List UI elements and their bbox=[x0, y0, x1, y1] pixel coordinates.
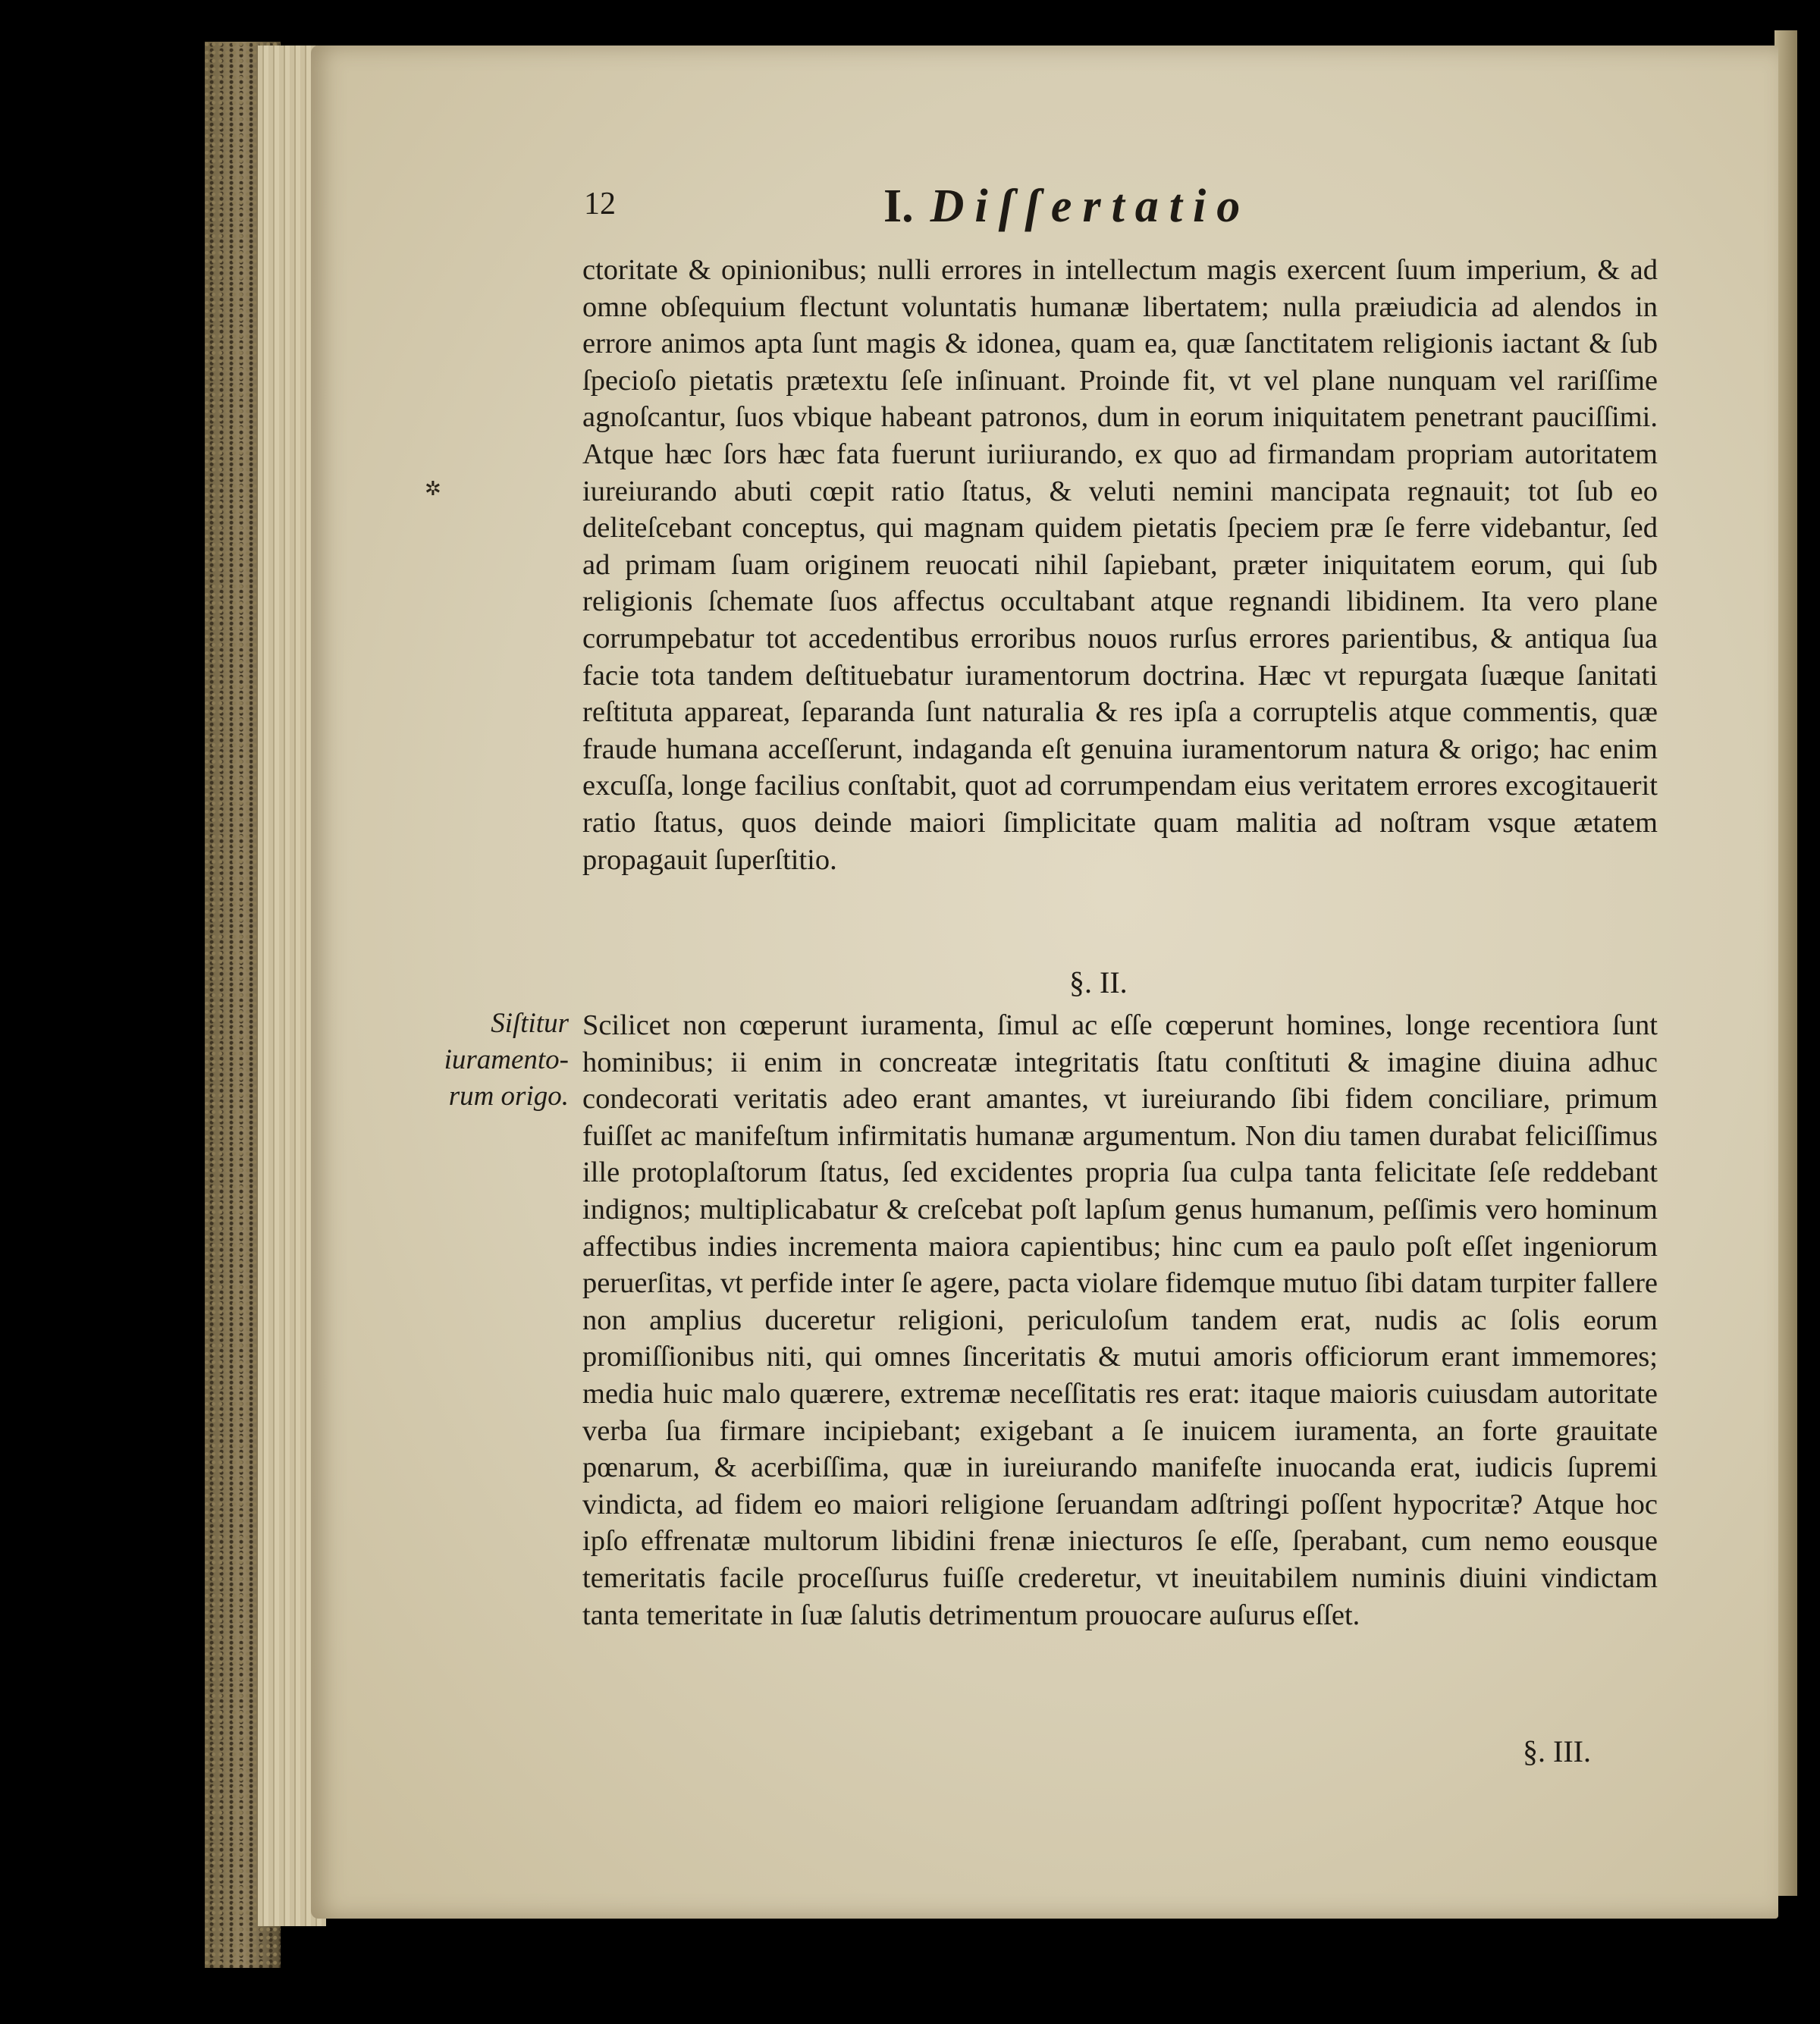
margin-note bbox=[379, 1006, 569, 1115]
section-heading: §. II. bbox=[1069, 965, 1128, 999]
asterisk-mark-icon: ✲ bbox=[425, 478, 441, 500]
catchword: §. III. bbox=[1523, 1734, 1591, 1768]
title-word: Diſſertatio bbox=[930, 180, 1251, 232]
margin-note-line: rum origo. bbox=[448, 1081, 569, 1112]
margin-note-line: iuramento- bbox=[444, 1044, 569, 1075]
margin-note-line: Siſtitur bbox=[491, 1008, 569, 1039]
page-number: 12 bbox=[584, 187, 616, 221]
section-numeral: I. bbox=[883, 180, 914, 232]
running-header bbox=[584, 180, 1342, 239]
running-title bbox=[883, 180, 1250, 234]
paragraph-1: ctoritate & opinionibus; nulli errores in intellectum magis exercent ſuum imperium, & ad omne obſequium flectunt voluntatis humanæ libertatem; nulla præiudicia ad alendos in errore animos apta ſunt magis & idonea, quam ea, quæ ſanctitatem religionis iactant & ſub ſpecioſo pietatis prætextu ſeſe inſinuant. Proinde fit, vt vel plane nunquam vel rariſſime agnoſcantur, ſuos vbique habeant patronos, dum in eorum iniquitatem penetrant pauciſſimi. Atque hæc ſors hæc fata fuerunt iuriiurando, ex quo ad firmandam propriam autoritatem iureiurando abuti cœpit ratio ſtatus, & veluti nemini mancipata regnauit; tot ſub eo deliteſcebant conceptus, qui magnam quidem pietatis ſpeciem præ ſe ferre videbantur, ſed ad primam ſuam originem reuocati nihil ſapiebant, præter iniquitatem eorum, qui ſub religionis ſchemate ſuos affectus occultabant atque regnandi libidinem. Ita vero plane corrumpebatur tot accedentibus erroribus nouos rurſus errores parientibus, & antiqua ſua facie tota tandem deſtituebatur iuramentorum doctrina. Hæc vt repurgata ſuæque ſanitati reſtituta appareat, ſeparanda ſunt naturalia & res ipſa a corruptelis atque commentis, quæ fraude humana acceſſerunt, indaganda eſt genuina iuramentorum natura & origo; hac enim excuſſa, longe facilius conſtabit, quot ad corrumpendam eius veritatem errores excogitauerit ratio ſtatus, quos deinde maiori ſimplicitate quam malitia ad noſtram vsque ætatem propagauit ſuperſtitio. bbox=[582, 254, 1658, 876]
paragraph-2: Scilicet non cœperunt iuramenta, ſimul ac eſſe cœperunt homines, longe recentiora ſunt hominibus; ii enim in concreatæ integritatis ſtatu conſtituti & imagine diuina adhuc condecorati veritatis adeo erant amantes, vt iureiurando ſibi fidem conciliare, primum fuiſſet ac manifeſtum infirmitatis humanæ argumentum. Non diu tamen durabat feliciſſimus ille protoplaſtorum ſtatus, ſed excidentes propria ſua culpa tanta felicitate ſeſe reddebant indignos; multiplicabatur & creſcebat poſt lapſum genus humanum, peſſimis vero hominum affectibus indies incrementa maiora capientibus; hinc cum ea paulo poſt eſſet ingeniorum peruerſitas, vt perfide inter ſe agere, pacta violare fidemque mutuo ſibi datam turpiter fallere non amplius duceretur religioni, periculoſum tandem erat, nudis ac ſolis eorum promiſſionibus niti, qui omnes ſinceritatis & mutui amoris officiorum erant immemores; media huic malo quærere, extremæ neceſſitatis res erat: itaque maioris cuiusdam autoritate verba ſua firmare incipiebant; exigebant a ſe inuicem iuramenta, an forte grauitate pœnarum, & acerbiſſima, quæ in iureiurando manifeſte inuocanda erat, iudicis ſupremi vindicta, ad fidem eo maiori religione ſeruandam adſtringi poſſent hypocritæ? Atque hoc ipſo effrenatæ multorum libidini frenæ iniecturos ſe eſſe, ſperabant, cum nemo eousque temeritatis facile proceſſurus fuiſſe crederetur, vt ineuitabilem numinis diuini vindictam tanta temeritate in ſuæ ſalutis detrimentum prouocare auſurus eſſet. bbox=[582, 1009, 1658, 1631]
